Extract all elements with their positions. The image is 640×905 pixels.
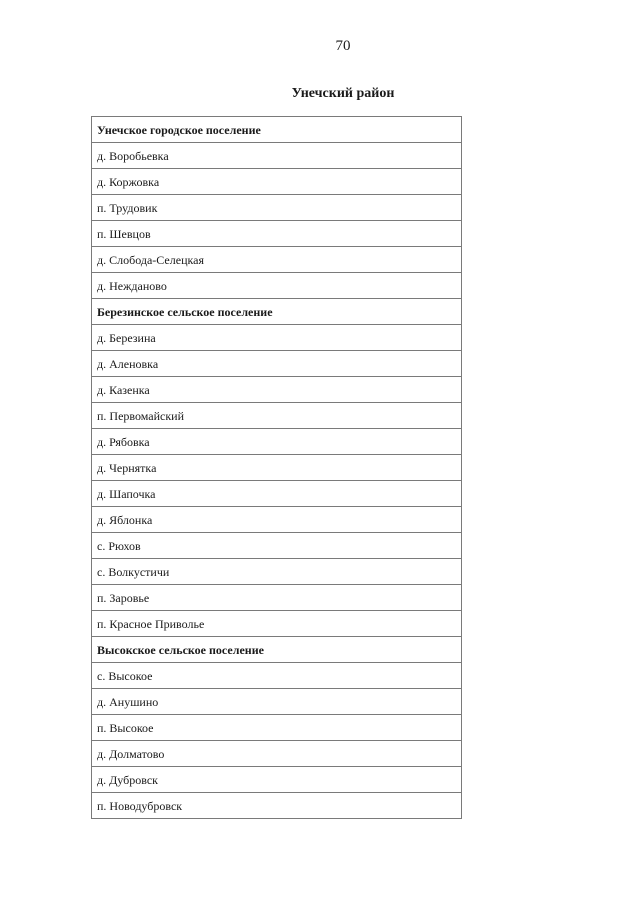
settlement-row — [92, 741, 462, 767]
settlement-row — [92, 611, 462, 637]
settlement-row — [92, 403, 462, 429]
settlement-row — [92, 585, 462, 611]
settlements-table — [91, 116, 462, 819]
settlement-name: д. Казенка — [92, 377, 462, 403]
settlement-row — [92, 507, 462, 533]
settlement-name: д. Чернятка — [92, 455, 462, 481]
settlement-name: д. Нежданово — [92, 273, 462, 299]
settlement-row — [92, 533, 462, 559]
settlement-group-row — [92, 117, 462, 143]
settlement-group-header: Унечское городское поселение — [92, 117, 462, 143]
settlement-name: п. Трудовик — [92, 195, 462, 221]
settlement-name: д. Березина — [92, 325, 462, 351]
settlement-group-header: Березинское сельское поселение — [92, 299, 462, 325]
settlements-table-body — [92, 117, 462, 819]
settlement-name: с. Волкустичи — [92, 559, 462, 585]
settlement-row — [92, 143, 462, 169]
settlement-row — [92, 377, 462, 403]
settlement-row — [92, 715, 462, 741]
settlement-row — [92, 221, 462, 247]
settlement-row — [92, 429, 462, 455]
settlement-row — [92, 689, 462, 715]
settlement-group-row — [92, 299, 462, 325]
settlement-name: д. Шапочка — [92, 481, 462, 507]
settlement-row — [92, 455, 462, 481]
settlement-name: д. Коржовка — [92, 169, 462, 195]
settlement-row — [92, 559, 462, 585]
settlement-row — [92, 351, 462, 377]
settlement-row — [92, 325, 462, 351]
settlement-name: п. Заровье — [92, 585, 462, 611]
settlement-group-header: Высокское сельское поселение — [92, 637, 462, 663]
settlement-name: д. Аленовка — [92, 351, 462, 377]
settlement-name: д. Воробьевка — [92, 143, 462, 169]
settlement-name: д. Яблонка — [92, 507, 462, 533]
settlement-name: д. Рябовка — [92, 429, 462, 455]
settlement-name: п. Высокое — [92, 715, 462, 741]
settlement-name: д. Анушино — [92, 689, 462, 715]
district-title: Унечский район — [291, 86, 395, 101]
settlement-name: п. Первомайский — [92, 403, 462, 429]
settlement-row — [92, 247, 462, 273]
settlement-name: с. Рюхов — [92, 533, 462, 559]
settlement-group-row — [92, 637, 462, 663]
settlement-row — [92, 273, 462, 299]
settlement-row — [92, 767, 462, 793]
settlement-name: п. Красное Приволье — [92, 611, 462, 637]
settlement-row — [92, 481, 462, 507]
settlement-name: с. Высокое — [92, 663, 462, 689]
settlement-name: п. Новодубровск — [92, 793, 462, 819]
settlement-name: д. Слобода-Селецкая — [92, 247, 462, 273]
settlement-row — [92, 195, 462, 221]
settlement-row — [92, 169, 462, 195]
settlement-name: п. Шевцов — [92, 221, 462, 247]
settlement-row — [92, 663, 462, 689]
settlement-row — [92, 793, 462, 819]
settlement-name: д. Дубровск — [92, 767, 462, 793]
settlement-name: д. Долматово — [92, 741, 462, 767]
page-number: 70 — [335, 38, 351, 54]
